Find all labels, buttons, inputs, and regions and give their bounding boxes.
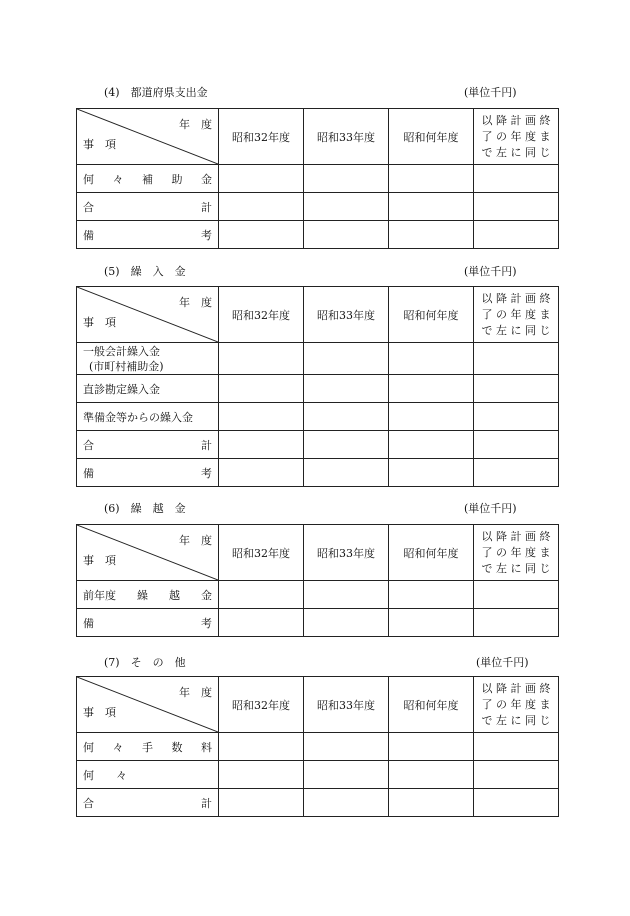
table-row xyxy=(77,733,559,761)
header-year-label: 年 度 xyxy=(179,118,212,131)
header-col-after: 以 降 計 画 終 了 の 年 度 ま で 左 に 同 じ xyxy=(474,287,559,343)
header-col: 昭和32年度 xyxy=(219,525,304,581)
section-title: (5) 繰 入 金 xyxy=(104,265,186,278)
value-cell xyxy=(219,581,304,609)
diagonal-header-cell xyxy=(77,525,219,581)
value-cell xyxy=(389,375,474,403)
value-cell xyxy=(219,193,304,221)
header-col: 昭和何年度 xyxy=(389,109,474,165)
value-cell xyxy=(219,221,304,249)
header-item-label: 事 項 xyxy=(83,316,116,329)
value-cell xyxy=(389,403,474,431)
header-col: 昭和32年度 xyxy=(219,677,304,733)
value-cell xyxy=(304,733,389,761)
row-label: 合 計 xyxy=(77,193,219,221)
value-cell xyxy=(474,193,559,221)
header-item-label: 事 項 xyxy=(83,554,116,567)
row-label: 備 考 xyxy=(77,609,219,637)
header-col-after: 以 降 計 画 終 了 の 年 度 ま で 左 に 同 じ xyxy=(474,109,559,165)
row-label: 準備金等からの繰入金 xyxy=(77,403,219,431)
value-cell xyxy=(219,761,304,789)
value-cell xyxy=(389,343,474,375)
value-cell xyxy=(474,343,559,375)
row-label: 合 計 xyxy=(77,431,219,459)
header-col: 昭和何年度 xyxy=(389,287,474,343)
header-year-label: 年 度 xyxy=(179,534,212,547)
table-row xyxy=(77,375,559,403)
table-row xyxy=(77,761,559,789)
value-cell xyxy=(219,431,304,459)
value-cell xyxy=(474,609,559,637)
value-cell xyxy=(304,165,389,193)
value-cell xyxy=(389,609,474,637)
value-cell xyxy=(474,459,559,487)
value-cell xyxy=(474,221,559,249)
diagonal-header-cell xyxy=(77,109,219,165)
header-col: 昭和何年度 xyxy=(389,677,474,733)
value-cell xyxy=(474,733,559,761)
value-cell xyxy=(219,403,304,431)
header-col: 昭和33年度 xyxy=(304,677,389,733)
header-col: 昭和32年度 xyxy=(219,287,304,343)
row-label: 何 々 手 数 料 xyxy=(77,733,219,761)
value-cell xyxy=(474,431,559,459)
value-cell xyxy=(304,761,389,789)
value-cell xyxy=(474,165,559,193)
section-title: (4) 都道府県支出金 xyxy=(104,86,208,99)
table-row xyxy=(77,165,559,193)
header-item-label: 事 項 xyxy=(83,138,116,151)
table-row xyxy=(77,609,559,637)
value-cell xyxy=(389,431,474,459)
value-cell xyxy=(304,431,389,459)
value-cell xyxy=(389,789,474,817)
row-label: 備 考 xyxy=(77,459,219,487)
table-row xyxy=(77,403,559,431)
value-cell xyxy=(304,193,389,221)
value-cell xyxy=(389,581,474,609)
header-year-label: 年 度 xyxy=(179,686,212,699)
row-label: 一般会計繰入金 (市町村補助金) xyxy=(77,343,219,375)
header-col-after: 以 降 計 画 終 了 の 年 度 ま で 左 に 同 じ xyxy=(474,677,559,733)
value-cell xyxy=(389,733,474,761)
section-title: (7) そ の 他 xyxy=(104,656,186,669)
table-row xyxy=(77,221,559,249)
row-label: 合 計 xyxy=(77,789,219,817)
header-year-label: 年 度 xyxy=(179,296,212,309)
table-row xyxy=(77,459,559,487)
unit-label: (単位千円) xyxy=(464,265,517,278)
budget-table xyxy=(76,286,559,487)
value-cell xyxy=(304,343,389,375)
header-col: 昭和32年度 xyxy=(219,109,304,165)
row-label: 何 々 補 助 金 xyxy=(77,165,219,193)
unit-label: (単位千円) xyxy=(464,86,517,99)
table-row xyxy=(77,431,559,459)
value-cell xyxy=(219,459,304,487)
row-label: 直診勘定繰入金 xyxy=(77,375,219,403)
header-col: 昭和33年度 xyxy=(304,525,389,581)
value-cell xyxy=(474,789,559,817)
header-col-after: 以 降 計 画 終 了 の 年 度 ま で 左 に 同 じ xyxy=(474,525,559,581)
table-row xyxy=(77,581,559,609)
value-cell xyxy=(389,193,474,221)
section-title: (6) 繰 越 金 xyxy=(104,502,186,515)
unit-label: (単位千円) xyxy=(476,656,529,669)
value-cell xyxy=(474,403,559,431)
value-cell xyxy=(389,761,474,789)
table-row xyxy=(77,789,559,817)
value-cell xyxy=(474,761,559,789)
budget-table xyxy=(76,108,559,249)
value-cell xyxy=(219,165,304,193)
value-cell xyxy=(304,609,389,637)
header-col: 昭和何年度 xyxy=(389,525,474,581)
header-col: 昭和33年度 xyxy=(304,287,389,343)
row-label: 前年度 繰 越 金 xyxy=(77,581,219,609)
table-row xyxy=(77,193,559,221)
value-cell xyxy=(304,459,389,487)
value-cell xyxy=(474,581,559,609)
value-cell xyxy=(219,375,304,403)
value-cell xyxy=(304,375,389,403)
value-cell xyxy=(219,733,304,761)
header-item-label: 事 項 xyxy=(83,706,116,719)
table-row xyxy=(77,343,559,375)
value-cell xyxy=(219,789,304,817)
header-col: 昭和33年度 xyxy=(304,109,389,165)
value-cell xyxy=(304,221,389,249)
value-cell xyxy=(304,789,389,817)
value-cell xyxy=(304,403,389,431)
row-label: 備 考 xyxy=(77,221,219,249)
value-cell xyxy=(304,581,389,609)
value-cell xyxy=(474,375,559,403)
value-cell xyxy=(389,459,474,487)
diagonal-header-cell xyxy=(77,677,219,733)
value-cell xyxy=(389,221,474,249)
row-label: 何 々 xyxy=(77,761,219,789)
unit-label: (単位千円) xyxy=(464,502,517,515)
value-cell xyxy=(219,609,304,637)
budget-table xyxy=(76,676,559,817)
diagonal-header-cell xyxy=(77,287,219,343)
budget-table xyxy=(76,524,559,637)
value-cell xyxy=(389,165,474,193)
value-cell xyxy=(219,343,304,375)
